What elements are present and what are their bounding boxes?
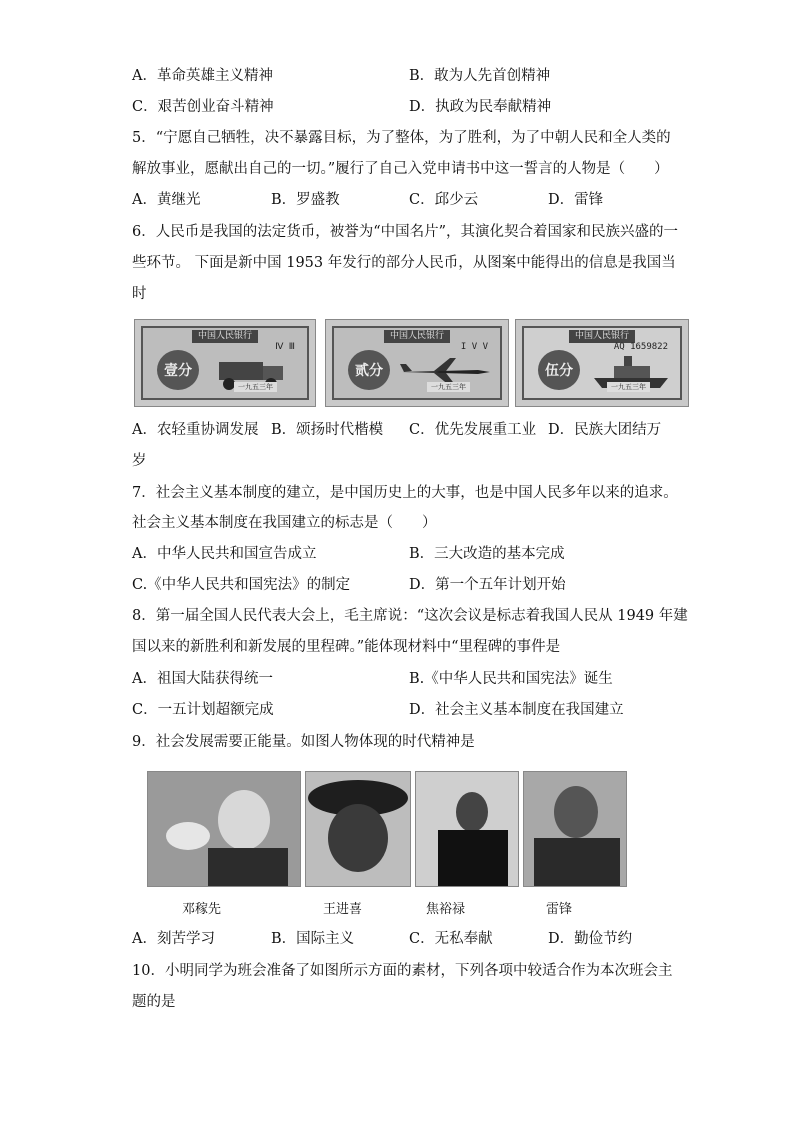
banknote-1fen xyxy=(134,319,316,407)
q6-stem-line2: 些环节。 下面是新中国 1953 年发行的部分人民币，从图案中能得出的信息是我国当 xyxy=(132,255,676,271)
q5-option-a: A．黄继光 xyxy=(132,192,201,208)
caption-lei-feng: 雷锋 xyxy=(546,902,573,917)
q8-stem-line1: 8．第一届全国人民代表大会上，毛主席说：“这次会议是标志着我国人民从 1949 年建 xyxy=(132,608,688,624)
portrait-photo-wang-jinxi xyxy=(305,771,411,887)
banknote-header: 中国人民银行 xyxy=(384,330,450,343)
q7-option-d: D．第一个五年计划开始 xyxy=(409,577,566,593)
person-icon xyxy=(306,772,410,886)
banknote-serial: AQ 1659822 xyxy=(613,342,668,352)
q7-stem-line1: 7．社会主义基本制度的建立，是中国历史上的大事，也是中国人民多年以来的追求。 xyxy=(132,485,678,501)
q8-option-d: D．社会主义基本制度在我国建立 xyxy=(409,702,624,718)
q6-option-d-continuation: 岁 xyxy=(132,453,147,469)
q5-stem-line1: 5．“宁愿自己牺牲，决不暴露目标，为了整体，为了胜利，为了中朝人民和全人类的 xyxy=(132,130,671,146)
q9-option-c: C．无私奉献 xyxy=(409,931,493,947)
q7-option-c: C.《中华人民共和国宪法》的制定 xyxy=(132,577,351,593)
banknote-5fen xyxy=(515,319,689,407)
caption-wang-jinxi: 王进喜 xyxy=(323,902,363,917)
portrait-photo-deng-jiaxian xyxy=(147,771,301,887)
person-icon xyxy=(416,772,518,886)
caption-deng-jiaxian: 邓稼先 xyxy=(182,902,222,917)
q6-option-a: A．农轻重协调发展 xyxy=(132,422,259,438)
q5-option-d: D．雷锋 xyxy=(548,192,604,208)
q7-stem-line2: 社会主义基本制度在我国建立的标志是（ ） xyxy=(132,515,437,531)
banknote-2fen xyxy=(325,319,509,407)
q4-option-c: C．艰苦创业奋斗精神 xyxy=(132,99,274,115)
banknote-serial: I V V xyxy=(460,342,488,352)
q5-option-b: B．罗盛教 xyxy=(271,192,340,208)
q9-option-d: D．勤俭节约 xyxy=(548,931,633,947)
q4-option-a: A．革命英雄主义精神 xyxy=(132,68,273,84)
q4-option-b: B．敢为人先首创精神 xyxy=(409,68,551,84)
q7-option-b: B．三大改造的基本完成 xyxy=(409,546,565,562)
banknote-serial: Ⅳ Ⅲ xyxy=(275,342,295,352)
q9-option-a: A．刻苦学习 xyxy=(132,931,215,947)
q10-stem-line1: 10．小明同学为班会准备了如图所示方面的素材，下列各项中较适合作为本次班会主 xyxy=(132,963,673,979)
q10-stem-line2: 题的是 xyxy=(132,994,176,1010)
q9-option-b: B．国际主义 xyxy=(271,931,355,947)
banknote-date: 一九五三年 xyxy=(607,382,650,392)
q7-option-a: A．中华人民共和国宣告成立 xyxy=(132,546,317,562)
q6-option-d: D．民族大团结万 xyxy=(548,422,662,438)
q8-stem-line2: 国以来的新胜利和新发展的里程碑。”能体现材料中“里程碑的事件是 xyxy=(132,639,561,655)
person-icon xyxy=(524,772,626,886)
portrait-photo-lei-feng xyxy=(523,771,627,887)
banknote-denomination: 贰分 xyxy=(348,350,390,390)
q9-stem-line1: 9．社会发展需要正能量。如图人物体现的时代精神是 xyxy=(132,734,475,750)
portrait-photo-jiao-yulu xyxy=(415,771,519,887)
q6-stem-line1: 6．人民币是我国的法定货币，被誉为“中国名片”，其演化契合着国家和民族兴盛的一 xyxy=(132,224,679,240)
banknote-denomination: 伍分 xyxy=(538,350,580,390)
q5-option-c: C．邱少云 xyxy=(409,192,479,208)
q8-option-a: A．祖国大陆获得统一 xyxy=(132,671,273,687)
q8-option-c: C．一五计划超额完成 xyxy=(132,702,274,718)
banknote-date: 一九五三年 xyxy=(427,382,470,392)
person-icon xyxy=(148,772,300,886)
banknote-denomination: 壹分 xyxy=(157,350,199,390)
banknote-header: 中国人民银行 xyxy=(569,330,635,343)
banknote-header: 中国人民银行 xyxy=(192,330,258,343)
banknote-date: 一九五三年 xyxy=(234,382,277,392)
q4-option-d: D．执政为民奉献精神 xyxy=(409,99,552,115)
q8-option-b: B.《中华人民共和国宪法》诞生 xyxy=(409,671,613,687)
q5-stem-line2: 解放事业，愿献出自己的一切。”履行了自己入党申请书中这一誓言的人物是（ ） xyxy=(132,161,669,177)
q6-option-b: B．颂扬时代楷模 xyxy=(271,422,384,438)
caption-jiao-yulu: 焦裕禄 xyxy=(426,902,466,917)
q6-stem-line3: 时 xyxy=(132,286,147,302)
q6-option-c: C．优先发展重工业 xyxy=(409,422,537,438)
